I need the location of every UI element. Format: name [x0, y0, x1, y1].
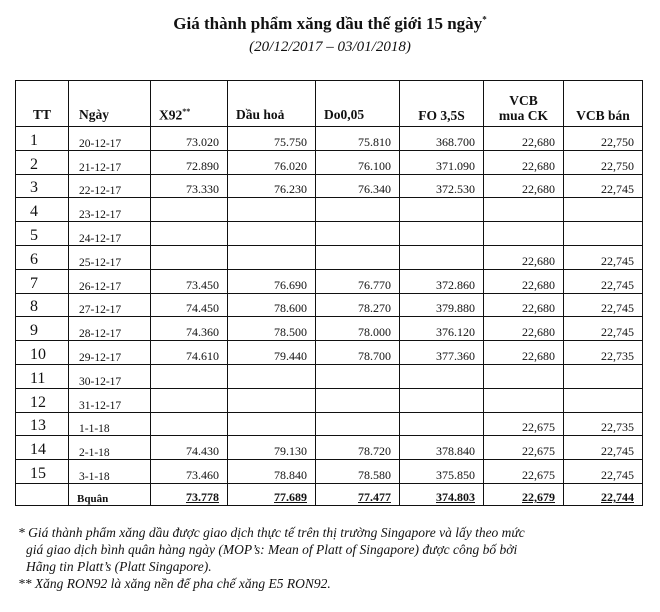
- average-x92: 73.778: [151, 483, 228, 505]
- table-row: [16, 127, 643, 151]
- cell-vcb-ban: [564, 364, 643, 388]
- cell-vcb-mua: 22,680: [484, 341, 564, 365]
- row-date: 24-12-17: [69, 222, 151, 246]
- cell-do: 76.770: [316, 269, 400, 293]
- header-x92: [151, 81, 228, 127]
- cell-dau-hoa: 79.440: [228, 341, 316, 365]
- row-date: 22-12-17: [69, 174, 151, 198]
- average-vcb-mua: 22,679: [484, 483, 564, 505]
- table-row: [16, 317, 643, 341]
- cell-dau-hoa: 75.750: [228, 127, 316, 151]
- row-number: 14: [16, 436, 69, 460]
- cell-x92: 73.020: [151, 127, 228, 151]
- title-footnote-mark: *: [482, 14, 487, 25]
- row-date: 20-12-17: [69, 127, 151, 151]
- average-row: [16, 483, 643, 505]
- cell-vcb-ban: 22,735: [564, 341, 643, 365]
- average-fo: 374.803: [400, 483, 484, 505]
- cell-x92: [151, 245, 228, 269]
- cell-fo: [400, 222, 484, 246]
- table-row: [16, 222, 643, 246]
- average-empty-cell: [16, 483, 69, 505]
- cell-vcb-ban: [564, 388, 643, 412]
- cell-x92: 74.430: [151, 436, 228, 460]
- cell-vcb-mua: [484, 222, 564, 246]
- cell-x92: [151, 364, 228, 388]
- cell-vcb-mua: [484, 198, 564, 222]
- cell-do: 76.340: [316, 174, 400, 198]
- cell-fo: [400, 198, 484, 222]
- cell-do: [316, 364, 400, 388]
- row-number: 3: [16, 174, 69, 198]
- average-dau-hoa: 77.689: [228, 483, 316, 505]
- cell-vcb-ban: 22,745: [564, 436, 643, 460]
- cell-vcb-mua: 22,675: [484, 412, 564, 436]
- cell-fo: 372.530: [400, 174, 484, 198]
- cell-x92: 74.610: [151, 341, 228, 365]
- cell-dau-hoa: [228, 412, 316, 436]
- cell-vcb-ban: 22,750: [564, 150, 643, 174]
- cell-dau-hoa: [228, 245, 316, 269]
- row-number: 2: [16, 150, 69, 174]
- cell-do: 75.810: [316, 127, 400, 151]
- cell-x92: 74.360: [151, 317, 228, 341]
- cell-vcb-mua: 22,680: [484, 150, 564, 174]
- cell-x92: 72.890: [151, 150, 228, 174]
- cell-vcb-mua: 22,675: [484, 460, 564, 484]
- cell-dau-hoa: [228, 388, 316, 412]
- cell-do: [316, 222, 400, 246]
- table-row: [16, 293, 643, 317]
- table-row: [16, 174, 643, 198]
- row-number: 7: [16, 269, 69, 293]
- row-number: 8: [16, 293, 69, 317]
- cell-do: 76.100: [316, 150, 400, 174]
- table-row: [16, 341, 643, 365]
- cell-dau-hoa: 78.840: [228, 460, 316, 484]
- row-date: 3-1-18: [69, 460, 151, 484]
- cell-dau-hoa: 76.690: [228, 269, 316, 293]
- table-row: [16, 150, 643, 174]
- cell-vcb-mua: [484, 364, 564, 388]
- cell-dau-hoa: 78.600: [228, 293, 316, 317]
- row-date: 21-12-17: [69, 150, 151, 174]
- average-vcb-ban: 22,744: [564, 483, 643, 505]
- cell-vcb-mua: 22,680: [484, 174, 564, 198]
- header-vcb-ban: VCB bán: [564, 81, 643, 127]
- cell-fo: 379.880: [400, 293, 484, 317]
- footnotes: [18, 524, 648, 592]
- row-number: 13: [16, 412, 69, 436]
- cell-vcb-mua: [484, 388, 564, 412]
- cell-fo: [400, 364, 484, 388]
- cell-vcb-ban: [564, 198, 643, 222]
- row-number: 15: [16, 460, 69, 484]
- cell-x92: [151, 198, 228, 222]
- cell-vcb-mua: 22,675: [484, 436, 564, 460]
- cell-x92: 74.450: [151, 293, 228, 317]
- footnote-1-line-2: giá giao dịch bình quân hàng ngày (MOP’s: Mean of Platt of Singapore) được công bố bởi: [26, 542, 518, 557]
- cell-fo: [400, 388, 484, 412]
- cell-vcb-mua: 22,680: [484, 269, 564, 293]
- cell-fo: [400, 412, 484, 436]
- cell-do: [316, 388, 400, 412]
- row-number: 11: [16, 364, 69, 388]
- table-row: [16, 460, 643, 484]
- document-title: [0, 14, 660, 34]
- cell-x92: 73.450: [151, 269, 228, 293]
- cell-vcb-mua: 22,680: [484, 293, 564, 317]
- cell-vcb-ban: 22,745: [564, 317, 643, 341]
- title-text: Giá thành phẩm xăng dầu thế giới 15 ngày: [173, 14, 483, 33]
- cell-vcb-mua: 22,680: [484, 245, 564, 269]
- cell-do: [316, 198, 400, 222]
- row-date: 30-12-17: [69, 364, 151, 388]
- cell-do: 78.270: [316, 293, 400, 317]
- table-row: [16, 245, 643, 269]
- row-date: 2-1-18: [69, 436, 151, 460]
- cell-vcb-ban: 22,745: [564, 460, 643, 484]
- cell-vcb-ban: 22,745: [564, 269, 643, 293]
- cell-x92: [151, 388, 228, 412]
- header-do: Do0,05: [316, 81, 400, 127]
- cell-x92: 73.460: [151, 460, 228, 484]
- cell-fo: 371.090: [400, 150, 484, 174]
- header-vcb-mua: [484, 81, 564, 127]
- cell-vcb-mua: 22,680: [484, 317, 564, 341]
- cell-dau-hoa: [228, 222, 316, 246]
- header-x92-mark: **: [182, 106, 191, 116]
- cell-do: 78.720: [316, 436, 400, 460]
- cell-do: 78.700: [316, 341, 400, 365]
- row-number: 5: [16, 222, 69, 246]
- cell-vcb-mua: 22,680: [484, 127, 564, 151]
- row-date: 31-12-17: [69, 388, 151, 412]
- row-date: 29-12-17: [69, 341, 151, 365]
- row-date: 1-1-18: [69, 412, 151, 436]
- cell-dau-hoa: [228, 198, 316, 222]
- header-vcb-mua-line2: mua CK: [498, 108, 549, 123]
- row-number: 10: [16, 341, 69, 365]
- row-number: 4: [16, 198, 69, 222]
- cell-fo: 372.860: [400, 269, 484, 293]
- cell-vcb-ban: [564, 222, 643, 246]
- row-date: 26-12-17: [69, 269, 151, 293]
- table-row: [16, 436, 643, 460]
- footnote-1-line-3: Hãng tin Platt’s (Platt Singapore).: [26, 559, 212, 574]
- price-table-container: [15, 80, 642, 510]
- row-number: 12: [16, 388, 69, 412]
- header-fo: FO 3,5S: [400, 81, 484, 127]
- cell-do: [316, 412, 400, 436]
- row-number: 1: [16, 127, 69, 151]
- date-range-subtitle: (20/12/2017 – 03/01/2018): [249, 39, 411, 55]
- row-date: 23-12-17: [69, 198, 151, 222]
- cell-vcb-ban: 22,735: [564, 412, 643, 436]
- table-header-row: [16, 81, 643, 127]
- header-ngay: Ngày: [69, 81, 151, 127]
- table-row: [16, 388, 643, 412]
- table-row: [16, 412, 643, 436]
- cell-do: 78.000: [316, 317, 400, 341]
- cell-fo: 375.850: [400, 460, 484, 484]
- row-number: 9: [16, 317, 69, 341]
- header-x92-label: X92: [159, 107, 183, 122]
- header-vcb-mua-line1: VCB: [509, 93, 538, 108]
- table-body: [16, 127, 643, 484]
- row-date: 28-12-17: [69, 317, 151, 341]
- cell-dau-hoa: 76.020: [228, 150, 316, 174]
- cell-vcb-ban: 22,750: [564, 127, 643, 151]
- cell-x92: [151, 412, 228, 436]
- row-date: 27-12-17: [69, 293, 151, 317]
- row-number: 6: [16, 245, 69, 269]
- header-tt: TT: [16, 81, 69, 127]
- cell-fo: 368.700: [400, 127, 484, 151]
- table-row: [16, 198, 643, 222]
- cell-do: [316, 245, 400, 269]
- cell-fo: 377.360: [400, 341, 484, 365]
- cell-vcb-ban: 22,745: [564, 174, 643, 198]
- cell-dau-hoa: [228, 364, 316, 388]
- cell-dau-hoa: 78.500: [228, 317, 316, 341]
- table-row: [16, 269, 643, 293]
- cell-vcb-ban: 22,745: [564, 293, 643, 317]
- cell-vcb-ban: 22,745: [564, 245, 643, 269]
- cell-dau-hoa: 76.230: [228, 174, 316, 198]
- cell-x92: 73.330: [151, 174, 228, 198]
- header-dau-hoa: Dầu hoả: [228, 81, 316, 127]
- cell-x92: [151, 222, 228, 246]
- footnote-1-line-1: * Giá thành phẩm xăng dầu được giao dịch thực tế trên thị trường Singapore và lấy theo mức: [18, 525, 525, 540]
- cell-dau-hoa: 79.130: [228, 436, 316, 460]
- footnote-2: ** Xăng RON92 là xăng nền để pha chế xăng E5 RON92.: [18, 576, 331, 591]
- cell-fo: 376.120: [400, 317, 484, 341]
- cell-fo: [400, 245, 484, 269]
- average-do: 77.477: [316, 483, 400, 505]
- cell-do: 78.580: [316, 460, 400, 484]
- price-table: [15, 80, 643, 506]
- cell-fo: 378.840: [400, 436, 484, 460]
- average-label: Bquân: [69, 483, 151, 505]
- row-date: 25-12-17: [69, 245, 151, 269]
- table-row: [16, 364, 643, 388]
